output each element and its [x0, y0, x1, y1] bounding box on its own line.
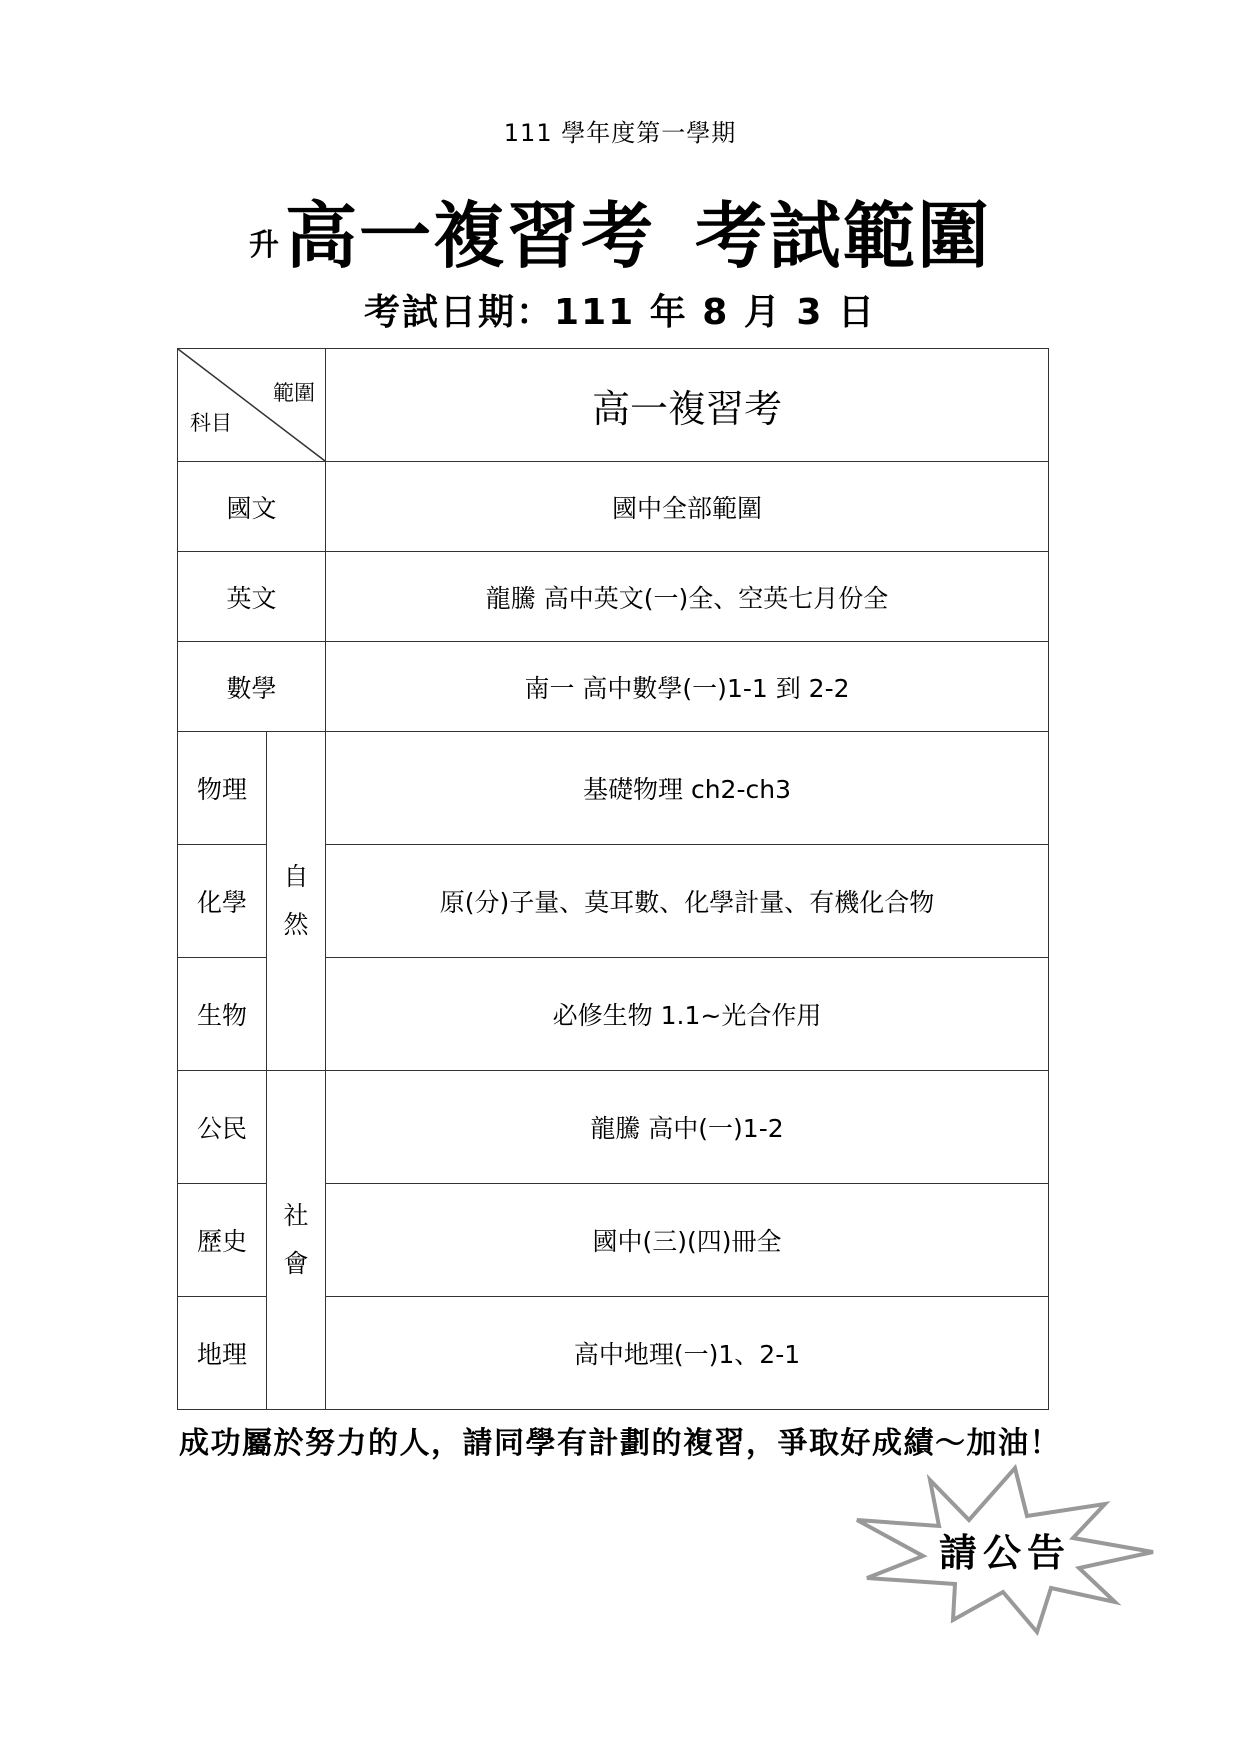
subject-cell: 數學 [178, 642, 326, 732]
subject-cell: 英文 [178, 552, 326, 642]
subject-cell: 歷史 [178, 1184, 267, 1297]
group-science-cell [267, 732, 326, 1071]
table-row [178, 462, 1049, 552]
title-part-1: 高一複習考 [284, 194, 655, 278]
semester-label: 111 學年度第一學期 [503, 119, 737, 147]
column-header: 高一複習考 [326, 349, 1049, 462]
group-social-char: 會 [283, 1249, 309, 1278]
table-row [178, 642, 1049, 732]
scope-cell: 基礎物理 ch2-ch3 [326, 732, 1049, 845]
group-science-char: 然 [283, 910, 309, 939]
scope-cell: 必修生物 1.1~光合作用 [326, 958, 1049, 1071]
scope-cell: 高中地理(一)1、2-1 [326, 1297, 1049, 1410]
subject-cell: 化學 [178, 845, 267, 958]
scope-cell: 龍騰 高中(一)1-2 [326, 1071, 1049, 1184]
subject-cell: 地理 [178, 1297, 267, 1410]
subject-cell: 物理 [178, 732, 267, 845]
slogan: 成功屬於努力的人，請同學有計劃的複習，爭取好成績～加油！ [179, 1426, 1061, 1461]
group-social-char: 社 [283, 1201, 309, 1230]
stamp-text: 請公告 [938, 1530, 1071, 1575]
table-row [178, 1071, 1049, 1184]
subject-cell: 國文 [178, 462, 326, 552]
exam-date: 考試日期：111 年 8 月 3 日 [364, 292, 876, 333]
table-row [178, 732, 1049, 845]
scope-cell: 國中(三)(四)冊全 [326, 1184, 1049, 1297]
title-prefix: 升 [248, 228, 281, 263]
title-part-2: 考試範圍 [695, 194, 992, 278]
subject-header-label: 科目 [190, 411, 232, 435]
scope-cell: 國中全部範圍 [326, 462, 1049, 552]
scope-cell: 原(分)子量、莫耳數、化學計量、有機化合物 [326, 845, 1049, 958]
scope-cell: 龍騰 高中英文(一)全、空英七月份全 [326, 552, 1049, 642]
subject-cell: 生物 [178, 958, 267, 1071]
group-social-cell [267, 1071, 326, 1410]
scope-cell: 南一 高中數學(一)1-1 到 2-2 [326, 642, 1049, 732]
table-row [178, 552, 1049, 642]
corner-cell [178, 349, 326, 462]
group-science-char: 自 [283, 862, 309, 891]
announce-stamp [855, 1460, 1155, 1636]
exam-scope-table [177, 348, 1049, 1410]
scope-header-label: 範圍 [273, 381, 315, 405]
page-title [0, 178, 1240, 282]
table-header-row [178, 349, 1049, 462]
subject-cell: 公民 [178, 1071, 267, 1184]
